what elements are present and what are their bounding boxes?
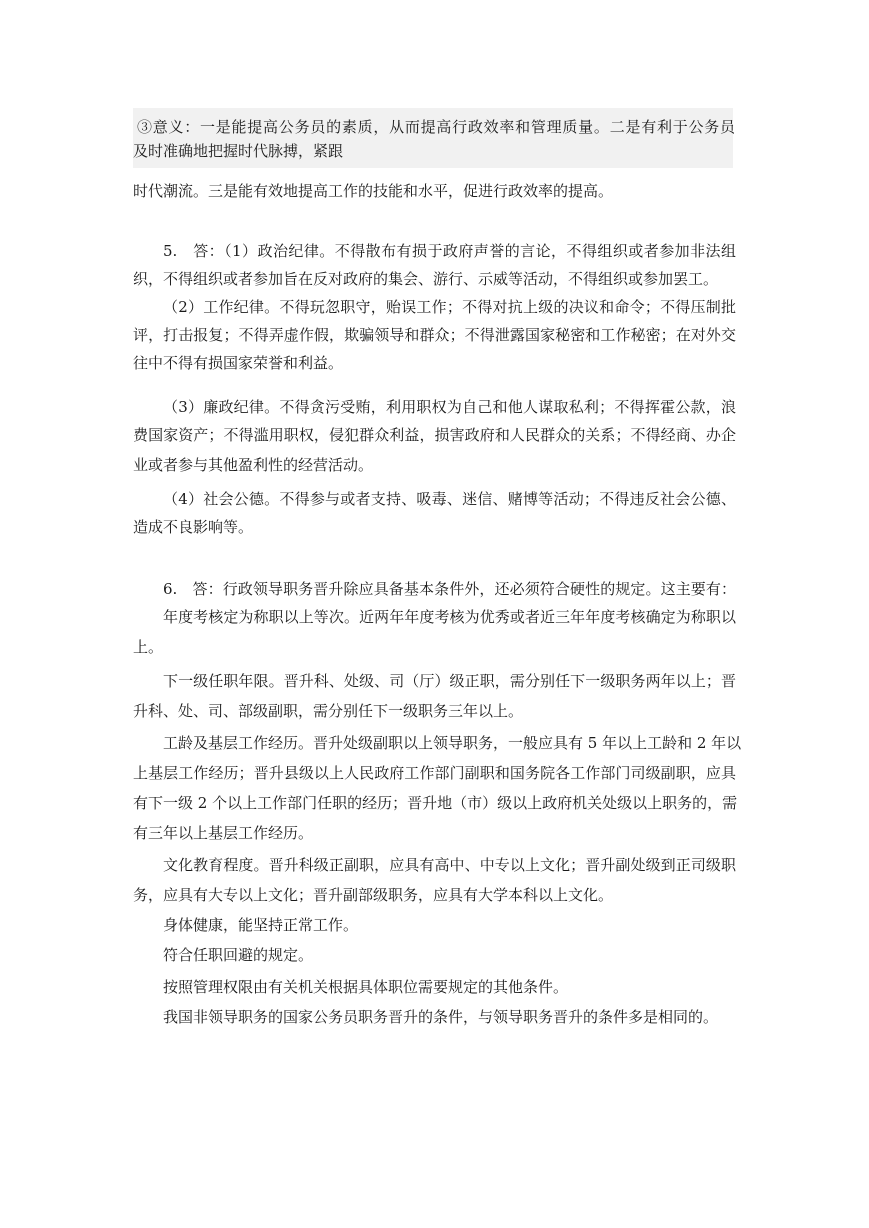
answer6-line-2: 年度考核定为称职以上等次。近两年年度考核为优秀或者近三年年度考核确定为称职以 (163, 608, 736, 626)
answer6-line-15: 我国非领导职务的国家公务员职务晋升的条件，与领导职务晋升的条件多是相同的。 (163, 1008, 719, 1026)
answer6-line-8: 有下一级 2 个以上工作部门任职的经历；晋升地（市）级以上政府机关处级以上职务的，需 (133, 794, 738, 812)
answer5-line-9: （4）社会公德。不得参与或者支持、吸毒、迷信、赌博等活动；不得违反社会公德、 (163, 490, 736, 508)
answer5-line-4: 评，打击报复；不得弄虚作假，欺骗领导和群众；不得泄露国家秘密和工作秘密；在对外交 (133, 326, 736, 344)
answer5-line-8: 业或者参与其他盈利性的经营活动。 (133, 456, 374, 474)
answer5-line-1: 5. 答：（1）政治纪律。不得散布有损于政府声誉的言论，不得组织或者参加非法组 (163, 242, 736, 260)
answer5-line-6: （3）廉政纪律。不得贪污受贿，利用职权为自己和他人谋取私利；不得挥霍公款，浪 (163, 398, 736, 416)
answer6-line-5: 升科、处、司、部级副职，需分别任下一级职务三年以上。 (133, 702, 524, 720)
meaning-line-1: ③意义：一是能提高公务员的素质，从而提高行政效率和管理质量。二是有利于公务员 (137, 118, 735, 136)
answer6-line-13: 符合任职回避的规定。 (163, 946, 314, 964)
answer5-line-10: 造成不良影响等。 (133, 518, 254, 536)
answer6-line-7: 上基层工作经历；晋升县级以上人民政府工作部门副职和国务院各工作部门司级副职，应具 (133, 764, 736, 782)
answer6-line-4: 下一级任职年限。晋升科、处级、司（厅）级正职，需分别任下一级职务两年以上；晋 (163, 672, 736, 690)
answer6-line-11: 务，应具有大专以上文化；晋升副部级职务，应具有大学本科以上文化。 (133, 886, 614, 904)
answer5-line-2: 织，不得组织或者参加旨在反对政府的集会、游行、示威等活动，不得组织或参加罢工。 (133, 270, 719, 288)
answer5-line-7: 费国家资产；不得滥用职权，侵犯群众利益，损害政府和人民群众的关系；不得经商、办企 (133, 426, 736, 444)
answer6-line-9: 有三年以上基层工作经历。 (133, 824, 314, 842)
answer6-line-12: 身体健康，能坚持正常工作。 (163, 916, 359, 934)
answer6-line-3: 上。 (133, 638, 164, 656)
answer6-line-1: 6. 答：行政领导职务晋升除应具备基本条件外，还必须符合硬性的规定。这主要有： (163, 580, 736, 598)
answer6-line-10: 文化教育程度。晋升科级正副职，应具有高中、中专以上文化；晋升副处级到正司级职 (163, 856, 736, 874)
meaning-line-2: 及时准确地把握时代脉搏，紧跟 (133, 142, 344, 160)
meaning-line-3: 时代潮流。三是能有效地提高工作的技能和水平，促进行政效率的提高。 (133, 182, 614, 200)
answer6-line-6: 工龄及基层工作经历。晋升处级副职以上领导职务，一般应具有 5 年以上工龄和 2 年以 (163, 734, 742, 752)
answer5-line-5: 往中不得有损国家荣誉和利益。 (133, 354, 344, 372)
answer6-line-14: 按照管理权限由有关机关根据具体职位需要规定的其他条件。 (163, 978, 569, 996)
answer5-line-3: （2）工作纪律。不得玩忽职守，贻误工作；不得对抗上级的决议和命令；不得压制批 (163, 298, 736, 316)
